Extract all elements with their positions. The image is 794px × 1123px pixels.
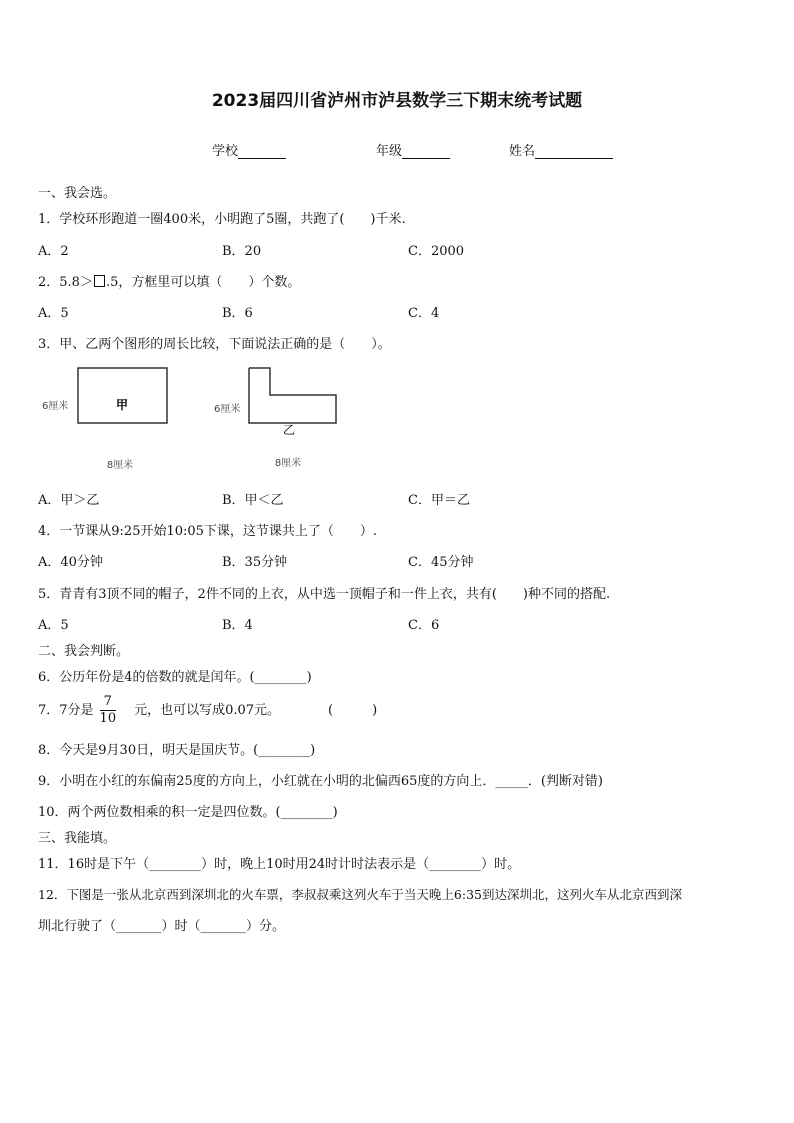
school-label: 学校 — [212, 144, 239, 159]
q2-option-b[interactable]: B．6 — [222, 306, 253, 321]
grade-field — [376, 140, 450, 159]
question-7 — [38, 692, 377, 730]
name-label: 姓名 — [509, 144, 536, 159]
q4-option-b[interactable]: B．35分钟 — [222, 555, 288, 570]
school-blank[interactable] — [238, 144, 286, 159]
q5-option-c[interactable]: C．6 — [408, 618, 440, 633]
rect-label: 甲 — [115, 398, 129, 412]
l-width-label: 8厘米 — [274, 458, 302, 469]
question-3: 3．甲、乙两个图形的周长比较，下面说法正确的是（ ）。 — [38, 337, 391, 352]
fraction — [100, 694, 117, 727]
q2-option-a[interactable]: A．5 — [38, 306, 69, 321]
question-8: 8．今天是9月30日，明天是国庆节。(________) — [38, 743, 316, 758]
question-4: 4．一节课从9:25开始10:05下课，这节课共上了（ ）. — [38, 524, 378, 539]
grade-label: 年级 — [376, 144, 403, 159]
q7-text-post: 元，也可以写成0.07元。 — [134, 703, 281, 718]
q2-text-post: .5，方框里可以填（ ）个数。 — [105, 275, 301, 290]
rect-width-label: 8厘米 — [106, 460, 134, 471]
section-choice-heading: 一、我会选。 — [38, 186, 117, 201]
q1-option-a[interactable]: A．2 — [38, 244, 69, 259]
question-5: 5．青青有3顶不同的帽子，2件不同的上衣，从中选一顶帽子和一件上衣，共有( )种不同的搭配. — [38, 587, 611, 602]
school-field — [212, 140, 286, 159]
fraction-denominator: 10 — [99, 711, 117, 726]
name-field — [509, 140, 613, 159]
question-10: 10．两个两位数相乘的积一定是四位数。(________) — [38, 805, 338, 820]
question-2 — [38, 271, 300, 290]
q3-option-a[interactable]: A．甲＞乙 — [38, 493, 100, 508]
l-height-label: 6厘米 — [214, 404, 241, 415]
page-title: 2023届四川省泸州市泸县数学三下期末统考试题 — [211, 91, 583, 111]
q1-option-c[interactable]: C．2000 — [408, 244, 465, 259]
q2-option-c[interactable]: C．4 — [408, 306, 440, 321]
q4-option-a[interactable]: A．40分钟 — [38, 555, 103, 570]
square-box-icon — [94, 275, 105, 287]
question-11: 11．16时是下午（________）时，晚上10时用24时计时法表示是（________）时。 — [38, 857, 521, 872]
q3-option-c[interactable]: C．甲＝乙 — [408, 493, 470, 508]
l-shape-yi — [249, 368, 336, 423]
section-judge-heading: 二、我会判断。 — [38, 644, 130, 659]
l-shape-label: 乙 — [282, 423, 296, 437]
rect-height-label: 6厘米 — [42, 401, 69, 412]
q7-text-pre: 7．7分是 — [38, 703, 94, 718]
q1-option-b[interactable]: B．20 — [222, 244, 262, 259]
rect-shape-jia — [78, 368, 167, 423]
q4-option-c[interactable]: C．45分钟 — [408, 555, 474, 570]
question-12-line-2: 圳北行驶了（_______）时（_______）分。 — [38, 919, 286, 934]
section-fill-heading: 三、我能填。 — [38, 831, 117, 846]
grade-blank[interactable] — [402, 144, 450, 159]
question-9: 9．小明在小红的东偏南25度的方向上，小红就在小明的北偏西65度的方向上．_____．(判断对错) — [38, 774, 603, 789]
q5-option-a[interactable]: A．5 — [38, 618, 69, 633]
fraction-numerator: 7 — [100, 694, 117, 711]
question-1: 1．学校环形跑道一圈400米，小明跑了5圈，共跑了( )千米. — [38, 212, 406, 227]
question-6: 6．公历年份是4的倍数的就是闰年。(________) — [38, 670, 312, 685]
q7-blank[interactable]: ( ) — [328, 703, 378, 718]
q5-option-b[interactable]: B．4 — [222, 618, 253, 633]
question-12-line-1: 12．下图是一张从北京西到深圳北的火车票，李叔叔乘这列火车于当天晚上6:35到达深圳北，这列火车从北京西到深 — [38, 887, 682, 902]
name-blank[interactable] — [535, 144, 613, 159]
q3-option-b[interactable]: B．甲＜乙 — [222, 493, 284, 508]
q2-text-pre: 2．5.8＞ — [38, 275, 93, 290]
shapes-figure — [38, 362, 358, 474]
